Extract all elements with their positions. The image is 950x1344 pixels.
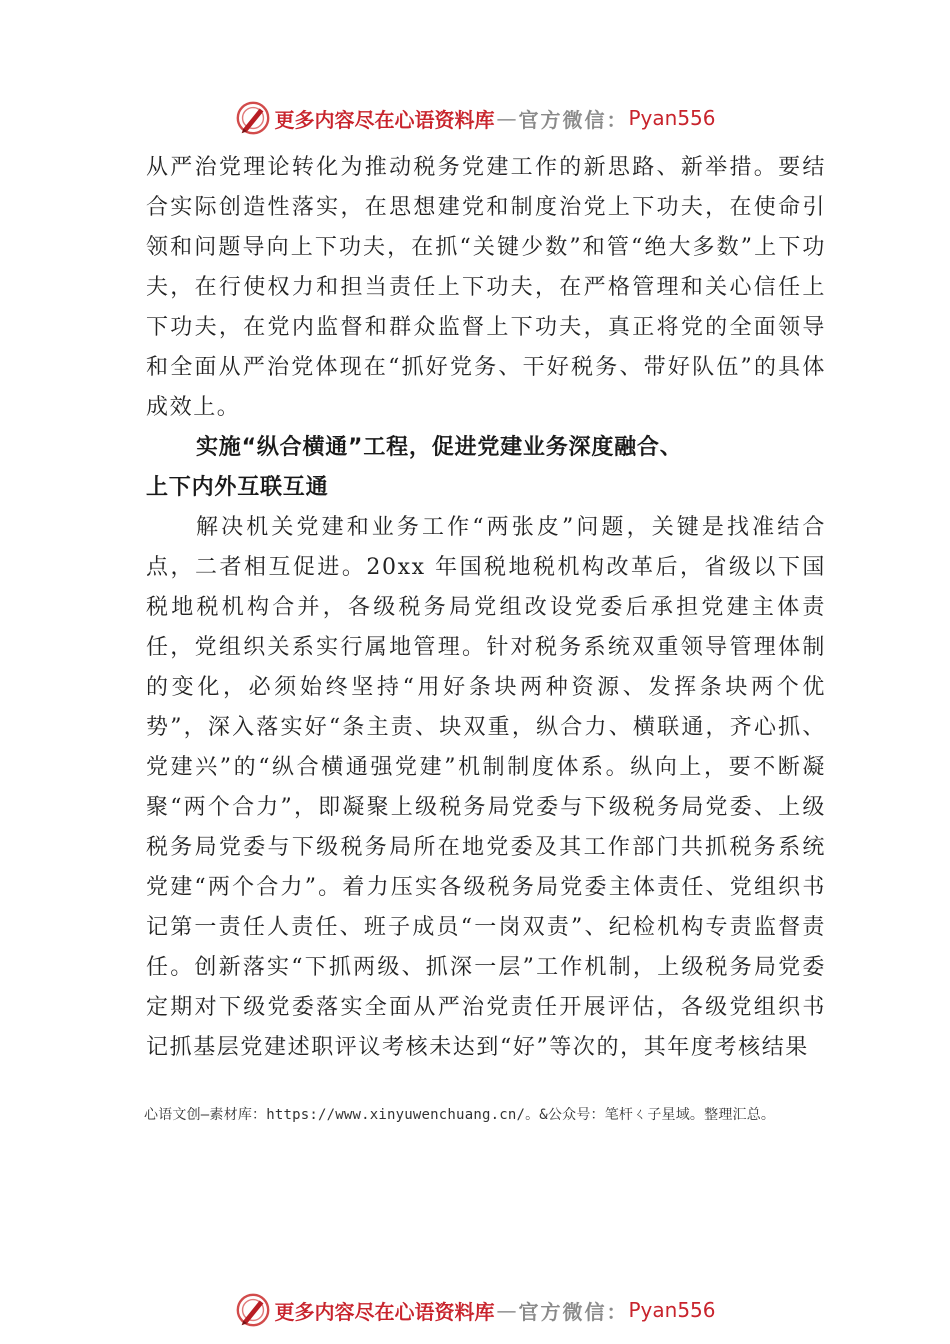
banner-wechat-label: 官方微信：: [518, 1299, 629, 1324]
source-note: 心语文创—素材库：https://www.xinyuwenchuang.cn/。&公众号：笔杆ㄑ子星域。整理汇总。: [144, 1107, 776, 1123]
banner-wechat-id: Pyan556: [628, 1298, 716, 1322]
paragraph-1: 从严治党理论转化为推动税务党建工作的新思路、新举措。要结合实际创造性落实，在思想建党和制度治党上下功夫，在使命引领和问题导向上下功夫，在抓“关键少数”和管“绝大多数”上下功夫，在行使权力和担当责任上下功夫，在严格管理和关心信任上下功夫，在党内监督和群众监督上下功夫，真正将党的全面领导和全面从严治党体现在“抓好党务、干好税务、带好队伍”的具体成效上。: [146, 155, 826, 420]
banner-dash: —: [496, 1298, 517, 1322]
banner-brand: 更多内容尽在心语资料库: [274, 107, 495, 132]
section-heading-line-1: 实施“纵合横通”工程，促进党建业务深度融合、: [196, 435, 683, 460]
banner-dash: —: [496, 106, 517, 130]
section-heading-line-2: 上下内外互联互通: [146, 475, 329, 500]
pen-logo-icon: [234, 1291, 272, 1329]
banner-brand: 更多内容尽在心语资料库: [274, 1299, 495, 1324]
pen-logo-icon: [234, 99, 272, 137]
section-heading: [146, 428, 826, 508]
header-banner: [0, 96, 950, 140]
paragraph-2: 解决机关党建和业务工作“两张皮”问题，关键是找准结合点，二者相互促进。20xx 年国税地税机构改革后，省级以下国税地税机构合并，各级税务局党组改设党委后承担党建主体责任，党组织关系实行属地管理。针对税务系统双重领导管理体制的变化，必须始终坚持“用好条块两种资源、发挥条块两个优势”，深入落实好“条主责、块双重，纵合力、横联通，齐心抓、党建兴”的“纵合横通强党建”机制制度体系。纵向上，要不断凝聚“两个合力”，即凝聚上级税务局党委与下级税务局党委、上级税务局党委与下级税务局所在地党委及其工作部门共抓税务系统党建“两个合力”。着力压实各级税务局党委主体责任、党组织书记第一责任人责任、班子成员“一岗双责”、纪检机构专责监督责任。创新落实“下抓两级、抓深一层”工作机制，上级税务局党委定期对下级党委落实全面从严治党责任开展评估，各级党组织书记抓基层党建述职评议考核未达到“好”等次的，其年度考核结果: [146, 515, 826, 1060]
footer-banner: [0, 1288, 950, 1332]
banner-wechat-id: Pyan556: [628, 106, 716, 130]
document-body: [146, 148, 826, 1068]
banner-wechat-label: 官方微信：: [518, 107, 629, 132]
